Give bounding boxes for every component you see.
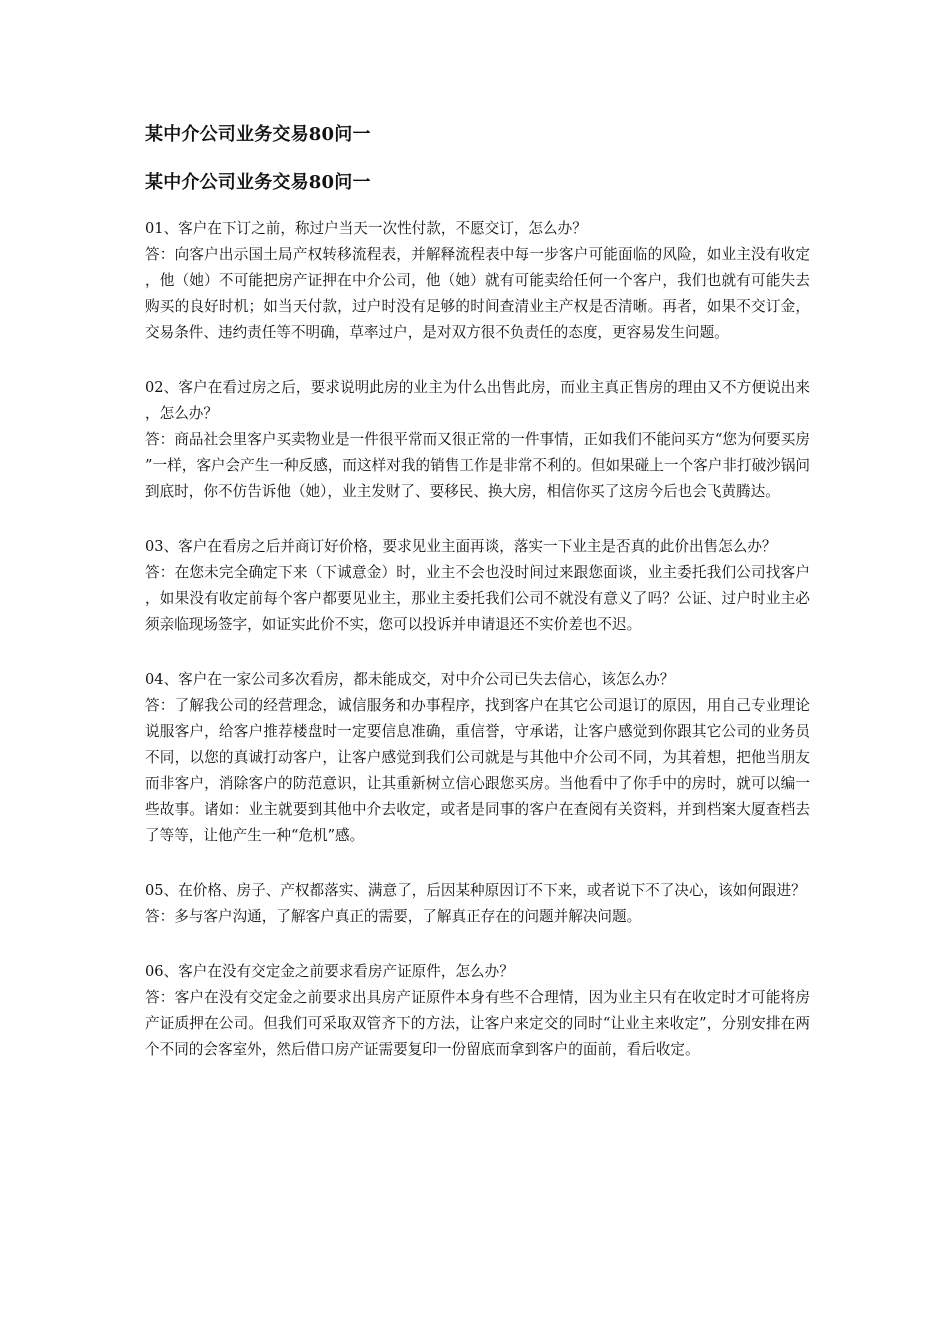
qa-item-02 bbox=[145, 375, 810, 505]
question-text: 03、客户在看房之后并商订好价格，要求见业主面再谈，落实一下业主是否真的此价出售怎么办？ bbox=[145, 538, 777, 555]
document-page bbox=[145, 122, 810, 1092]
qa-item-01 bbox=[145, 216, 810, 346]
answer-text: 答：向客户出示国土局产权转移流程表，并解释流程表中每一步客户可能面临的风险，如业主没有收定，他（她）不可能把房产证押在中介公司，他（她）就有可能卖给任何一个客户，我们也就有可能失去购买的良好时机；如当天付款，过户时没有足够的时间查清业主产权是否清晰。再者，如果不交订金，交易条件、违约责任等不明确，草率过户，是对双方很不负责任的态度，更容易发生问题。 bbox=[145, 246, 810, 341]
qa-item-05 bbox=[145, 878, 810, 930]
question-text: 05、在价格、房子、产权都落实、满意了，后因某种原因订不下来，或者说下不了决心，该如何跟进？ bbox=[145, 882, 806, 899]
document-subtitle: 某中介公司业务交易80问一 bbox=[145, 172, 371, 193]
answer-text: 答：多与客户沟通，了解客户真正的需要，了解真正存在的问题并解决问题。 bbox=[145, 908, 642, 925]
qa-item-06 bbox=[145, 959, 810, 1063]
qa-item-04 bbox=[145, 667, 810, 849]
answer-text: 答：商品社会里客户买卖物业是一件很平常而又很正常的一件事情，正如我们不能问买方“您为何要买房”一样，客户会产生一种反感，而这样对我的销售工作是非常不利的。但如果碰上一个客户非打破沙锅问到底时，你不仿告诉他（她），业主发财了、要移民、换大房，相信你买了这房今后也会飞黄腾达。 bbox=[145, 431, 810, 500]
question-text: 06、客户在没有交定金之前要求看房产证原件，怎么办？ bbox=[145, 963, 514, 980]
question-text: 01、客户在下订之前，称过户当天一次性付款，不愿交订，怎么办？ bbox=[145, 220, 587, 237]
question-text: 04、客户在一家公司多次看房，都未能成交，对中介公司已失去信心，该怎么办？ bbox=[145, 671, 675, 688]
qa-item-03 bbox=[145, 534, 810, 638]
answer-text: 答：了解我公司的经营理念，诚信服务和办事程序，找到客户在其它公司退订的原因，用自己专业理论说服客户，给客户推荐楼盘时一定要信息准确，重信誉，守承诺，让客户感觉到你跟其它公司的业务员不同，以您的真诚打动客户，让客户感觉到我们公司就是与其他中介公司不同，为其着想，把他当朋友而非客户，消除客户的防范意识，让其重新树立信心跟您买房。当他看中了你手中的房时，就可以编一些故事。诸如：业主就要到其他中介去收定，或者是同事的客户在查阅有关资料，并到档案大厦查档去了等等，让他产生一种“危机”感。 bbox=[145, 697, 810, 844]
question-text: 02、客户在看过房之后，要求说明此房的业主为什么出售此房，而业主真正售房的理由又不方便说出来，怎么办？ bbox=[145, 379, 810, 422]
answer-text: 答：在您未完全确定下来（下诚意金）时，业主不会也没时间过来跟您面谈，业主委托我们公司找客户，如果没有收定前每个客户都要见业主，那业主委托我们公司不就没有意义了吗？公证、过户时业主必须亲临现场签字，如证实此价不实，您可以投诉并申请退还不实价差也不迟。 bbox=[145, 564, 810, 633]
answer-text: 答：客户在没有交定金之前要求出具房产证原件本身有些不合理情，因为业主只有在收定时才可能将房产证质押在公司。但我们可采取双管齐下的方法，让客户来定交的同时“让业主来收定”，分别安排在两个不同的会客室外，然后借口房产证需要复印一份留底而拿到客户的面前，看后收定。 bbox=[145, 989, 810, 1058]
document-title: 某中介公司业务交易80问一 bbox=[145, 124, 371, 145]
